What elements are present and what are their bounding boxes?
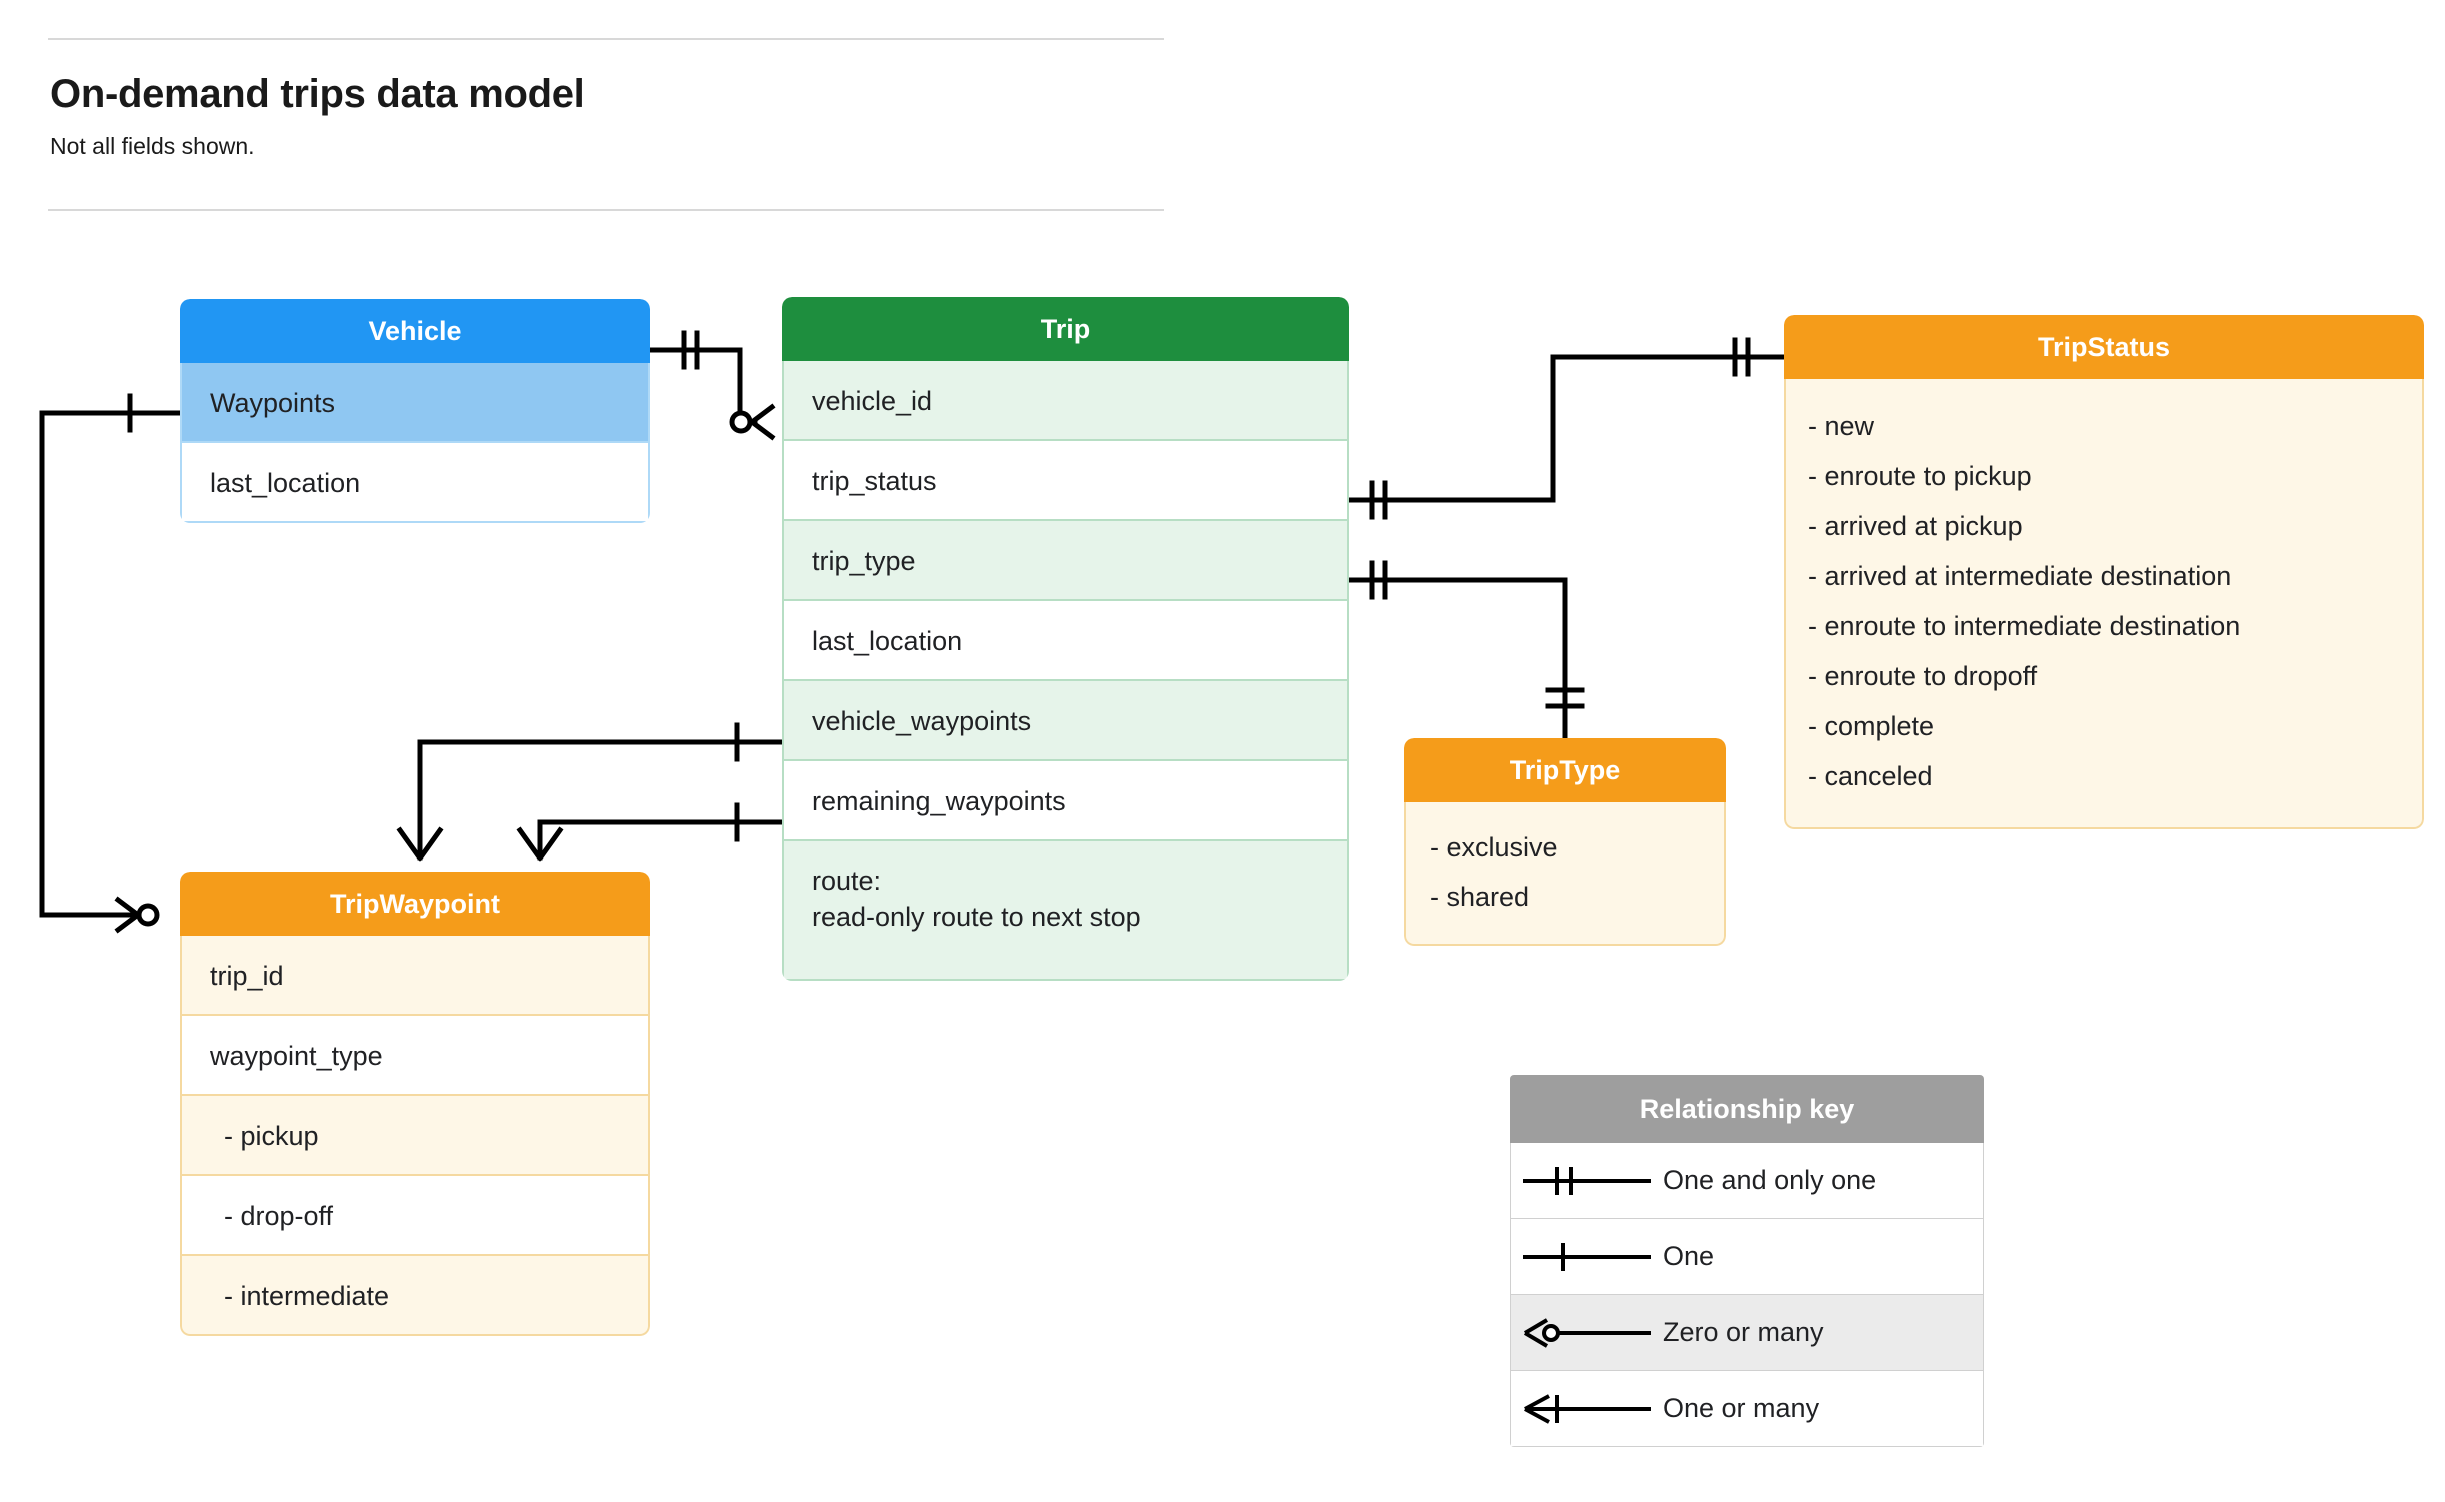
entity-trip-field-trip-status[interactable]: trip_status bbox=[782, 441, 1349, 521]
header-divider-top bbox=[48, 38, 1164, 40]
trip-status-value: - enroute to pickup bbox=[1808, 461, 2032, 491]
trip-status-value: - complete bbox=[1808, 711, 1935, 741]
page-subtitle: Not all fields shown. bbox=[50, 133, 255, 159]
entity-trip-type-values bbox=[1404, 802, 1726, 946]
entity-trip-type-title: TripType bbox=[1404, 738, 1726, 802]
trip-status-value: - canceled bbox=[1808, 761, 1933, 791]
entity-trip-field-route-line2: read-only route to next stop bbox=[812, 902, 1141, 933]
entity-trip-waypoint-value-dropoff: - drop-off bbox=[180, 1176, 650, 1256]
trip-status-value: - enroute to intermediate destination bbox=[1808, 611, 2241, 641]
trip-status-value: - enroute to dropoff bbox=[1808, 661, 2038, 691]
header-divider-bottom bbox=[48, 209, 1164, 211]
trip-type-value: - exclusive bbox=[1430, 832, 1558, 862]
entity-trip-field-last-location[interactable]: last_location bbox=[782, 601, 1349, 681]
legend-row-zero-or-many bbox=[1510, 1295, 1984, 1371]
entity-vehicle[interactable] bbox=[180, 299, 650, 523]
trip-type-value: - shared bbox=[1430, 882, 1530, 912]
trip-status-value: - arrived at intermediate destination bbox=[1808, 561, 2232, 591]
legend-row-one-and-only-one bbox=[1510, 1143, 1984, 1219]
legend-label: One or many bbox=[1663, 1393, 1820, 1423]
entity-trip-waypoint-title: TripWaypoint bbox=[180, 872, 650, 936]
trip-status-value: - arrived at pickup bbox=[1808, 511, 2023, 541]
one-or-many-icon bbox=[1511, 1389, 1663, 1429]
entity-trip-status-values bbox=[1784, 379, 2424, 829]
relationship-key-title: Relationship key bbox=[1510, 1075, 1984, 1143]
entity-vehicle-field-waypoints[interactable]: Waypoints bbox=[180, 363, 650, 443]
legend-row-one bbox=[1510, 1219, 1984, 1295]
page-title: On-demand trips data model bbox=[50, 72, 585, 116]
entity-trip-field-vehicle-id[interactable]: vehicle_id bbox=[782, 361, 1349, 441]
entity-trip-field-remaining-waypoints[interactable]: remaining_waypoints bbox=[782, 761, 1349, 841]
entity-trip-waypoint-field-waypoint-type[interactable]: waypoint_type bbox=[180, 1016, 650, 1096]
relationship-key-legend bbox=[1510, 1075, 1984, 1447]
entity-vehicle-title: Vehicle bbox=[180, 299, 650, 363]
entity-trip-title: Trip bbox=[782, 297, 1349, 361]
one-icon bbox=[1511, 1237, 1663, 1277]
trip-status-value: - new bbox=[1808, 411, 1875, 441]
entity-trip-field-route[interactable] bbox=[782, 841, 1349, 981]
zero-or-many-icon bbox=[1511, 1313, 1663, 1353]
entity-trip-status-title: TripStatus bbox=[1784, 315, 2424, 379]
entity-trip-field-vehicle-waypoints[interactable]: vehicle_waypoints bbox=[782, 681, 1349, 761]
legend-label: Zero or many bbox=[1663, 1317, 1824, 1347]
entity-trip-waypoint[interactable] bbox=[180, 872, 650, 1336]
legend-label: One and only one bbox=[1663, 1165, 1877, 1195]
entity-trip-waypoint-field-trip-id[interactable]: trip_id bbox=[180, 936, 650, 1016]
one-and-only-one-icon bbox=[1511, 1161, 1663, 1201]
legend-row-one-or-many bbox=[1510, 1371, 1984, 1447]
entity-trip-waypoint-value-pickup: - pickup bbox=[180, 1096, 650, 1176]
entity-trip-waypoint-value-intermediate: - intermediate bbox=[180, 1256, 650, 1336]
legend-label: One bbox=[1663, 1241, 1715, 1271]
entity-trip-field-route-line1: route: bbox=[812, 866, 882, 896]
entity-trip-field-trip-type[interactable]: trip_type bbox=[782, 521, 1349, 601]
entity-trip[interactable] bbox=[782, 297, 1349, 981]
entity-vehicle-field-last-location[interactable]: last_location bbox=[180, 443, 650, 523]
entity-trip-status[interactable] bbox=[1784, 315, 2424, 829]
entity-trip-type[interactable] bbox=[1404, 738, 1726, 946]
